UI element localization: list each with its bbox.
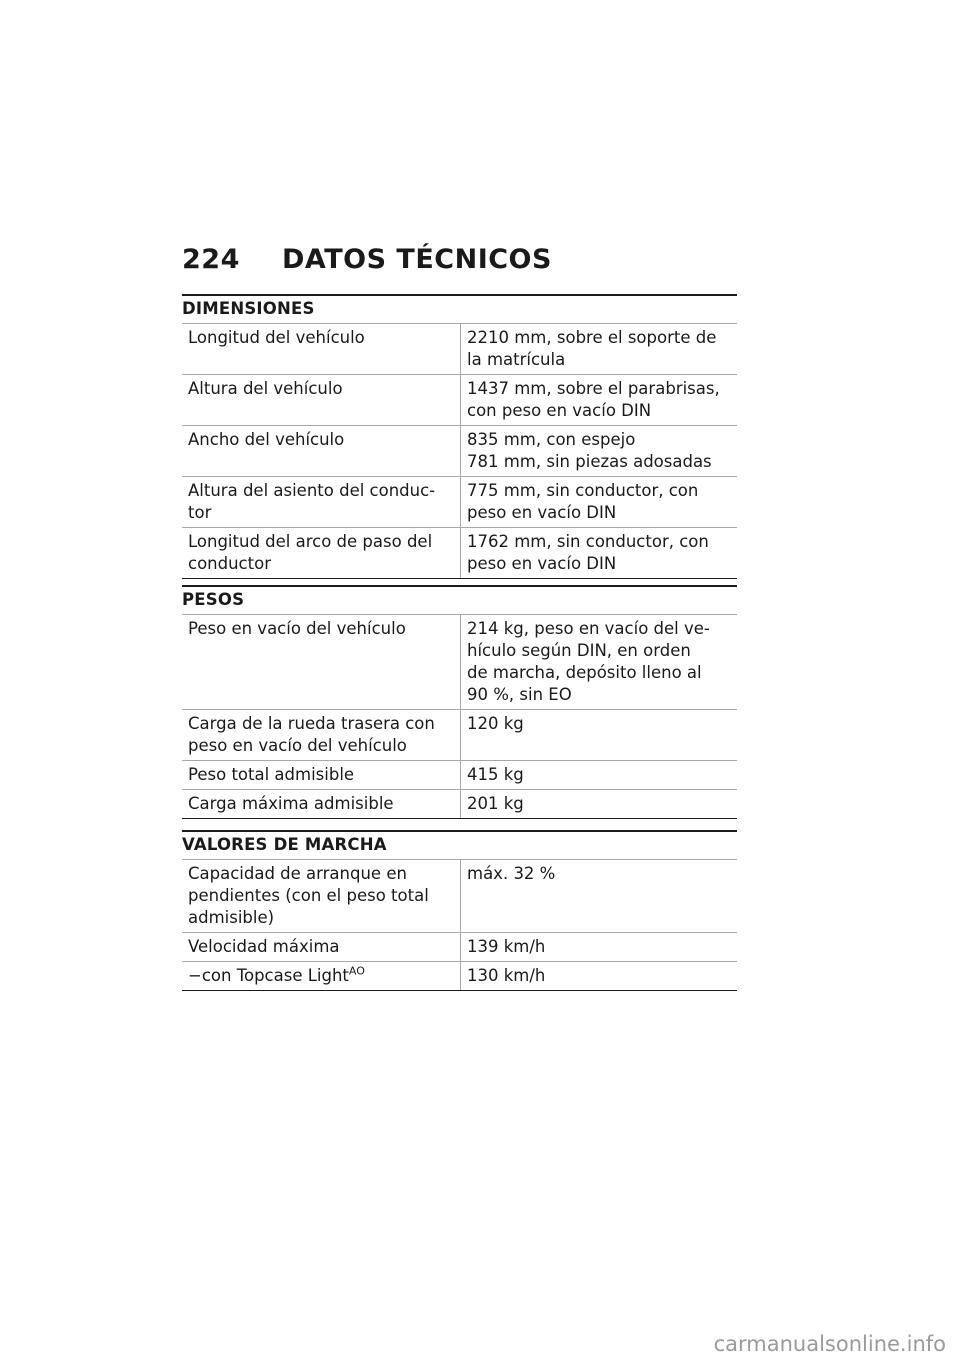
- row-value: 1762 mm, sin conductor, con peso en vacío DIN: [461, 528, 738, 579]
- table-row: [182, 962, 737, 991]
- row-value: 139 km/h: [461, 933, 738, 962]
- option-superscript: AO: [348, 964, 365, 978]
- row-value: máx. 32 %: [461, 860, 738, 933]
- spec-table: [182, 859, 737, 991]
- section-valores-de-marcha: [182, 830, 737, 991]
- row-value: 130 km/h: [461, 962, 738, 991]
- section-dimensiones: [182, 294, 737, 579]
- row-label: Velocidad máxima: [182, 933, 461, 962]
- table-row: [182, 761, 737, 790]
- row-label: Longitud del arco de paso del conductor: [182, 528, 461, 579]
- page-title: DATOS TÉCNICOS: [282, 244, 552, 275]
- section-pesos: [182, 585, 737, 819]
- table-row: [182, 528, 737, 579]
- row-label: Ancho del vehículo: [182, 426, 461, 477]
- spec-table: [182, 614, 737, 819]
- row-value: 120 kg: [461, 710, 738, 761]
- row-label: Altura del vehículo: [182, 375, 461, 426]
- row-value: 214 kg, peso en vacío del ve- hículo según DIN, en orden de marcha, depósito lleno al 90 %, sin EO: [461, 615, 738, 710]
- table-row: [182, 477, 737, 528]
- row-label: Carga de la rueda trasera con peso en vacío del vehículo: [182, 710, 461, 761]
- table-row: [182, 426, 737, 477]
- row-label: Capacidad de arranque en pendientes (con el peso total admisible): [182, 860, 461, 933]
- table-row: [182, 375, 737, 426]
- table-row: [182, 860, 737, 933]
- table-row: [182, 790, 737, 819]
- row-label: [182, 962, 461, 991]
- section-title: DIMENSIONES: [182, 294, 737, 323]
- row-value: 415 kg: [461, 761, 738, 790]
- row-label: Peso en vacío del vehículo: [182, 615, 461, 710]
- spec-table: [182, 323, 737, 579]
- row-label-text: −con Topcase Light: [188, 966, 349, 985]
- watermark: carmanualsonline.info: [713, 1332, 946, 1356]
- row-value: 835 mm, con espejo 781 mm, sin piezas adosadas: [461, 426, 738, 477]
- section-title: PESOS: [182, 585, 737, 614]
- table-row: [182, 710, 737, 761]
- row-value: 775 mm, sin conductor, con peso en vacío DIN: [461, 477, 738, 528]
- table-row: [182, 933, 737, 962]
- page-header: [182, 244, 552, 275]
- row-value: 201 kg: [461, 790, 738, 819]
- page-number: 224: [182, 244, 240, 275]
- table-row: [182, 615, 737, 710]
- table-row: [182, 324, 737, 375]
- row-value: 2210 mm, sobre el soporte de la matrícula: [461, 324, 738, 375]
- row-label: Carga máxima admisible: [182, 790, 461, 819]
- row-label: Longitud del vehículo: [182, 324, 461, 375]
- section-title: VALORES DE MARCHA: [182, 830, 737, 859]
- row-value: 1437 mm, sobre el parabrisas, con peso en vacío DIN: [461, 375, 738, 426]
- row-label: Altura del asiento del conduc- tor: [182, 477, 461, 528]
- row-label: Peso total admisible: [182, 761, 461, 790]
